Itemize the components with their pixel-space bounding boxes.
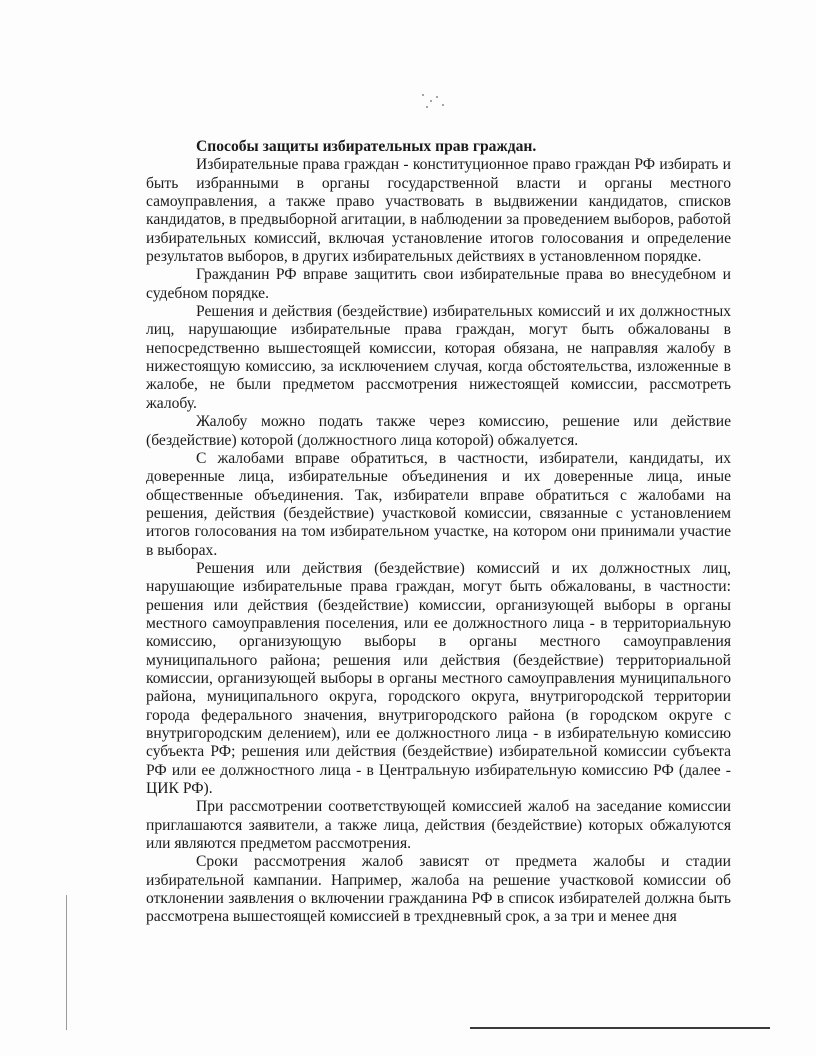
paragraph-1: Избирательные права граждан - конституционное право граждан РФ избирать и быть избранными в органы государственной власти и органы местного самоуправления, а также право участвовать в выдвижении кандидатов, списков кандидатов, в предвыборной агитации, в наблюдении за проведением выборов, работой избирательных комиссий, включая установление итогов голосования и определение результатов выборов, в других избирательных действиях в установленном порядке.	[146, 156, 731, 266]
paragraph-7: При рассмотрении соответствующей комиссией жалоб на заседание комиссии приглашаются заявители, а также лица, действия (бездействие) которых обжалуются или являются предметом рассмотрения.	[146, 798, 731, 853]
paragraph-3: Решения и действия (бездействие) избирательных комиссий и их должностных лиц, нарушающие избирательные права граждан, могут быть обжалованы в непосредственно вышестоящей комиссии, которая обязана, не направляя жалобу в нижестоящую комиссию, за исключением случая, когда обстоятельства, изложенные в жалобе, не были предметом рассмотрения нижестоящей комиссии, рассмотреть жалобу.	[146, 303, 731, 412]
scan-bottom-edge-line	[470, 1027, 770, 1029]
paragraph-4: Жалобу можно подать также через комиссию, решение или действие (бездействие) которой (должностного лица которой) обжалуется.	[146, 413, 731, 449]
paragraph-2: Гражданин РФ вправе защитить свои избирательные права во внесудебном и судебном порядке.	[146, 266, 731, 302]
paragraph-5: С жалобами вправе обратиться, в частности, избиратели, кандидаты, их доверенные лица, избирательные объединения и их доверенные лица, иные общественные объединения. Так, избиратели вправе обратиться с жалобами на решения, действия (бездействие) участковой комиссии, связанные с установлением итогов голосования на том избирательном участке, на котором они принимали участие в выборах.	[146, 449, 731, 559]
document-body	[146, 138, 731, 927]
scan-specks	[418, 92, 458, 112]
document-title: Способы защиты избирательных прав граждан.	[196, 138, 537, 155]
scan-left-edge-line	[66, 895, 67, 1030]
paragraph-8: Сроки рассмотрения жалоб зависят от предмета жалобы и стадии избирательной кампании. Например, жалоба на решение участковой комиссии об отклонении заявления о включении гражданина РФ в список избирателей должна быть рассмотрена вышестоящей комиссией в трехдневный срок, а за три и менее дня	[146, 853, 731, 926]
paragraph-6: Решения или действия (бездействие) комиссий и их должностных лиц, нарушающие избирательные права граждан, могут быть обжалованы, в частности: решения или действия (бездействие) комиссии, организующей выборы в органы местного самоуправления поселения, или ее должностного лица - в территориальную комиссию, организующую выборы в органы местного самоуправления муниципального района; решения или действия (бездействие) территориальной комиссии, организующей выборы в органы местного самоуправления муниципального района, муниципального округа, городского округа, внутригородской территории города федерального значения, внутригородского района (в городском округе с внутригородским делением), или ее должностного лица - в избирательную комиссию субъекта РФ; решения или действия (бездействие) избирательной комиссии субъекта РФ или ее должностного лица - в Центральную избирательную комиссию РФ (далее - ЦИК РФ).	[146, 559, 731, 798]
